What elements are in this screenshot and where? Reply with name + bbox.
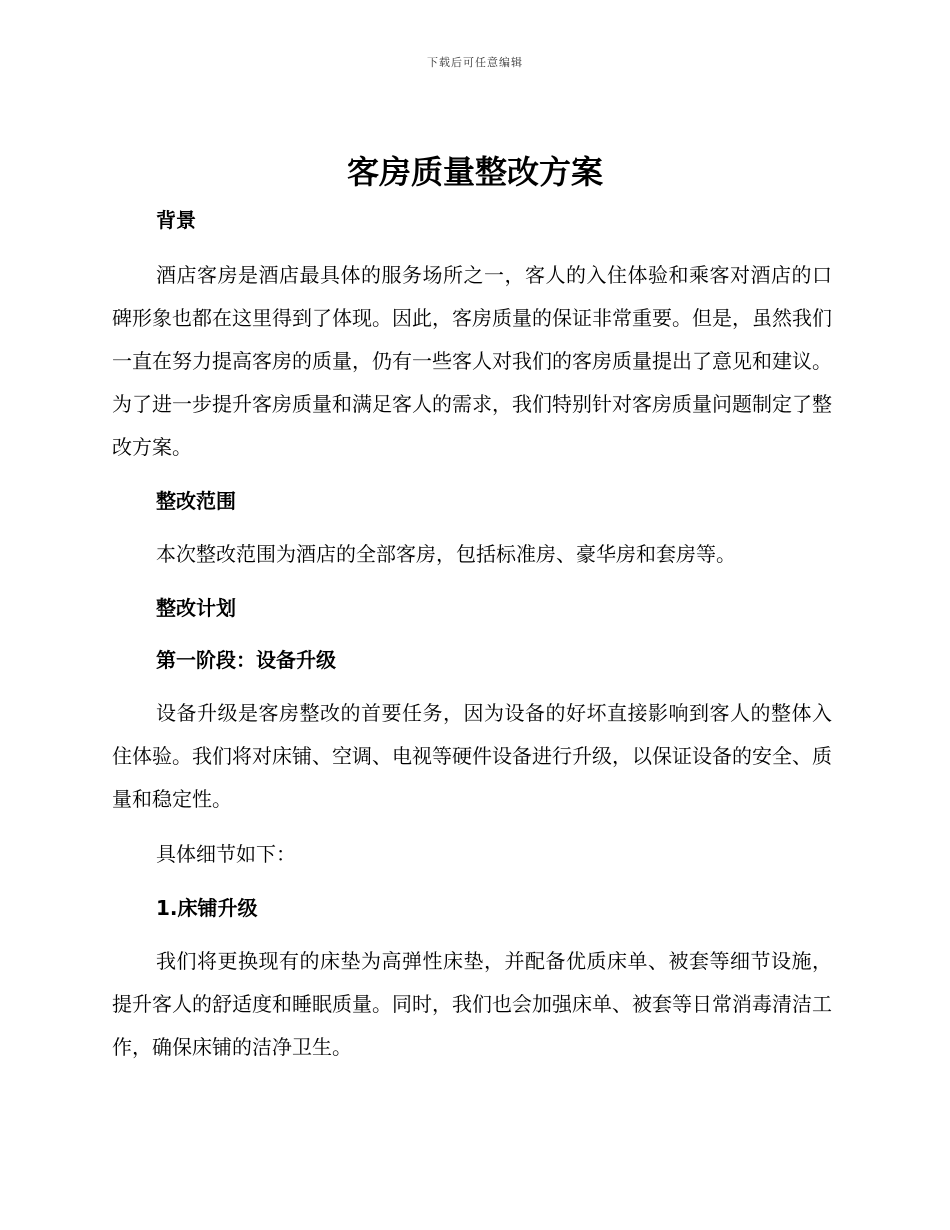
paragraph-background: 酒店客房是酒店最具体的服务场所之一，客人的入住体验和乘客对酒店的口碑形象也都在这里得到了体现。因此，客房质量的保证非常重要。但是，虽然我们一直在努力提高客房的质量，仍有一些客人对我们的客房质量提出了意见和建议。为了进一步提升客房质量和满足客人的需求，我们特别针对客房质量问题制定了整改方案。 bbox=[112, 263, 832, 459]
section-heading-background: 背景 bbox=[156, 208, 196, 232]
section-heading-bed-upgrade: 1.床铺升级 bbox=[156, 896, 258, 920]
section-heading-scope: 整改范围 bbox=[156, 489, 236, 513]
paragraph-phase1: 设备升级是客房整改的首要任务，因为设备的好坏直接影响到客人的整体入住体验。我们将对床铺、空调、电视等硬件设备进行升级，以保证设备的安全、质量和稳定性。 bbox=[112, 701, 832, 811]
paragraph-bed-upgrade: 我们将更换现有的床垫为高弹性床垫，并配备优质床单、被套等细节设施，提升客人的舒适度和睡眠质量。同时，我们也会加强床单、被套等日常消毒清洁工作，确保床铺的洁净卫生。 bbox=[112, 949, 832, 1059]
paragraph-details-intro: 具体细节如下： bbox=[156, 842, 296, 866]
document-body bbox=[112, 200, 832, 1069]
header-note: 下载后可任意编辑 bbox=[427, 56, 523, 69]
paragraph-scope: 本次整改范围为酒店的全部客房，包括标准房、豪华房和套房等。 bbox=[156, 542, 736, 566]
section-heading-phase1: 第一阶段：设备升级 bbox=[156, 648, 336, 672]
section-heading-plan: 整改计划 bbox=[156, 596, 236, 620]
document-title: 客房质量整改方案 bbox=[346, 153, 603, 191]
